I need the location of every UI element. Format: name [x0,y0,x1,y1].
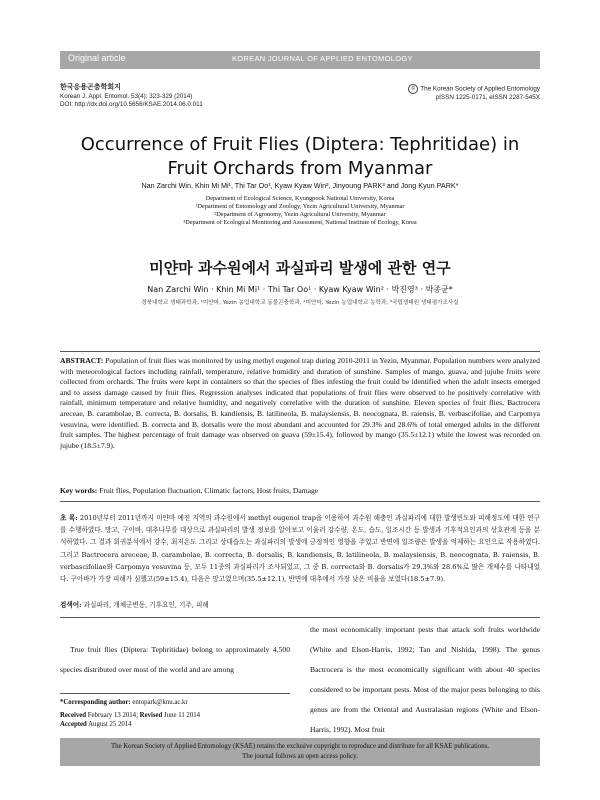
title-line-2: Fruit Orchards from Myanmar [167,158,433,179]
affiliation-3: ³Department of Ecological Monitoring and Assessment, National Institute of Ecology, Korea [183,219,417,226]
copyright-footer [60,738,540,766]
korean-keywords-text: 과실파리, 개체군변동, 기후요인, 기주, 피해 [83,601,209,609]
accepted-label: Accepted [60,721,87,729]
journal-name-label: KOREAN JOURNAL OF APPLIED ENTOMOLOGY [232,54,413,63]
divider-bottom [60,617,540,618]
corresponding-author-label: *Corresponding author: [60,699,131,706]
affiliation-0: Department of Ecological Science, Kyungpook National University, Korea [205,195,395,202]
article-title [60,133,540,181]
body-left-column: True fruit flies (Diptera: Tephritidae) belong to approximately 4,500 species distributed over most of the world and are among [60,645,290,674]
divider-top [60,351,540,352]
korean-abstract-text: 2010년부터 2011년까지 미얀마 예진 지역의 과수원에서 methyl eugenol trap을 이용하여 과수원 해충인 과실파리에 대한 발생빈도와 피해정도에 대한 연구를 수행하였다. 망고, 구아바, 대추나무를 대상으로 과실파리의 발생 정보를 알아보고 이울러 강수량, 온도, 습도, 일조시간 등 발생과 기후적요인과의 상호관계 등을 분석하였다. 그 결과 회귀분석에서 강수, 최저온도 그리고 상대습도는 과실파리의 발생에 긍정적인 영향을 주었고 반면에 일조량은 발생을 억제하는 요인으로 작용하였다. 그리고 Bactrocera areceae, B. carambolae, B. correcta, B. dorsalis, B. kandiensis, B. latilineola, B. malaysiensis, B. neocognata, B. raiensis, B. verbascifoliae와 Carpomya vesuvina 등, 모두 11종의 과실파리가 조사되었고, 그 중 B. correcta와 B. dorsalis가 29.3%와 28.6%로 많은 개체수를 나타내었다. 구아바가 가장 피해가 심했고(59±15.4), 다음은 망고였으며(35.5±12.1), 반면에 대추에서 가장 낮은 비율을 보였다(18.5±7.9). [60,514,540,584]
accepted-date: August 25 2014 [88,721,132,729]
received-date: February 13 2014; [87,711,138,719]
abstract-text: Population of fruit flies was monitored by using methyl eugenol trap during 2010-2011 in Yezin, Myanmar. Population numbers were analyzed with meteorological factors including rainfall, temperature, relative humidity and duration of sunshine. Samples of mango, guava, and jujube fruits were collected from orchards. The fruits were kept in containers so that the species of flies infesting the fruit could be identified when the adult insects emerged and to assess damage caused by fruit flies. Regression analyses indicated that populations of fruit flies were observed to be positively correlative with rainfall, minimum temperature and relative humidity, and negatively correlative with the duration of sunshine. Eleven species of fruit flies, Bactrocera areceae, B. carambolae, B. correcta, B. dorsalis, B. kandiensis, B. latilineola, B. malaysiensis, B. neocognata, B. raiensis, B. verbascifoliae, and Carpomya vesuvina, were identified. B. correcta and B. dorsalis were the most abundant and accounted for 29.3% and 28.6% of total emerged adults in the different fruit samples. The highest percentage of fruit damage was observed on guava (59±15.4), followed by mango (35.5±12.1) while the lowest was recorded on jujube (18.5±7.9). [60,356,540,450]
korean-affiliations: 경북대학교 생태과학과, ¹미얀마, Yezin 농업대학교 동물곤충학과, ²미얀마, Yezin 농업대학교 농학과, ³국립생태원 생태평가조사실 [141,300,459,306]
divider-mid [60,501,540,502]
journal-korean-name: 한국응용곤충학회지 [60,84,121,91]
correspondence-divider [60,693,290,694]
journal-reference: Korean J. Appl. Entomol. 53(4): 323-329 (2014) [60,92,193,100]
received-label: Received [60,711,87,719]
revised-label: Revised [139,711,163,719]
issn-label: pISSN 1225-0171, eISSN 2287-545X [435,94,540,102]
footer-line-1: The Korean Society of Applied Entomology (KSAE) retains the exclusive copyright to reproduce and distribute for all KSAE publications. [110,743,490,750]
journal-header-bar [60,51,540,69]
correspondence-block [60,698,290,730]
corresponding-email[interactable]: entopark@knu.ac.kr [132,699,188,706]
keywords-text: Fruit flies, Population fluctuation, Climatic factors, Host fruits, Damage [99,486,319,495]
copyright-icon: © [408,84,418,94]
korean-author-list: Nan Zarchi Win · Khin Mi Mi¹ · Thi Tar Oo¹ · Kyaw Kyaw Win² · 박진영³ · 박종균* [147,285,453,294]
korean-keywords-label: 검색어: [60,601,82,609]
affiliation-1: ¹Department of Entomology and Zoology, Yezin Agricultural University, Myanmar [195,203,405,210]
title-line-1: Occurrence of Fruit Flies (Diptera: Tephritidae) in [80,134,520,155]
article-type-label: Original article [68,53,126,63]
korean-abstract [60,512,540,585]
abstract-label: ABSTRACT: [60,356,104,365]
citation-block [60,84,320,110]
korean-abstract-label: 초 록: [60,514,78,522]
keywords-label: Key words: [60,486,98,495]
korean-keywords [60,599,540,611]
doi-link[interactable]: DOI: http://dx.doi.org/10.5656/KSAE.2014.06.0.011 [60,101,203,109]
korean-title: 미얀마 과수원에서 과실파리 발생에 관한 연구 [149,259,451,277]
affiliation-2: ²Department of Agronomy, Yezin Agricultural University, Myanmar [214,211,386,218]
footer-line-2: The journal follows an open access policy. [242,752,358,760]
revised-date: June 11 2014 [164,711,201,719]
copyright-block [380,84,540,103]
keywords [60,486,540,497]
body-right-column: the most economically important pests that attack soft fruits worldwide (White and Elson-Harris, 1992; Tan and Nishida, 1998). The genus Bactrocera is the most economically significant with about 40 species considered to be important pests. Most of the major pests belonging to this genus are from the Oriental and Australasian regions (White and Elson-Harris, 1992). Most fruit [310,625,540,734]
abstract [60,356,540,451]
society-name: The Korean Society of Applied Entomology [420,85,540,93]
author-list: Nan Zarchi Win, Khin Mi Mi¹, Thi Tar Oo¹, Kyaw Kyaw Win², Jinyoung PARK³ and Jong Kyun PARK* [141,181,459,190]
